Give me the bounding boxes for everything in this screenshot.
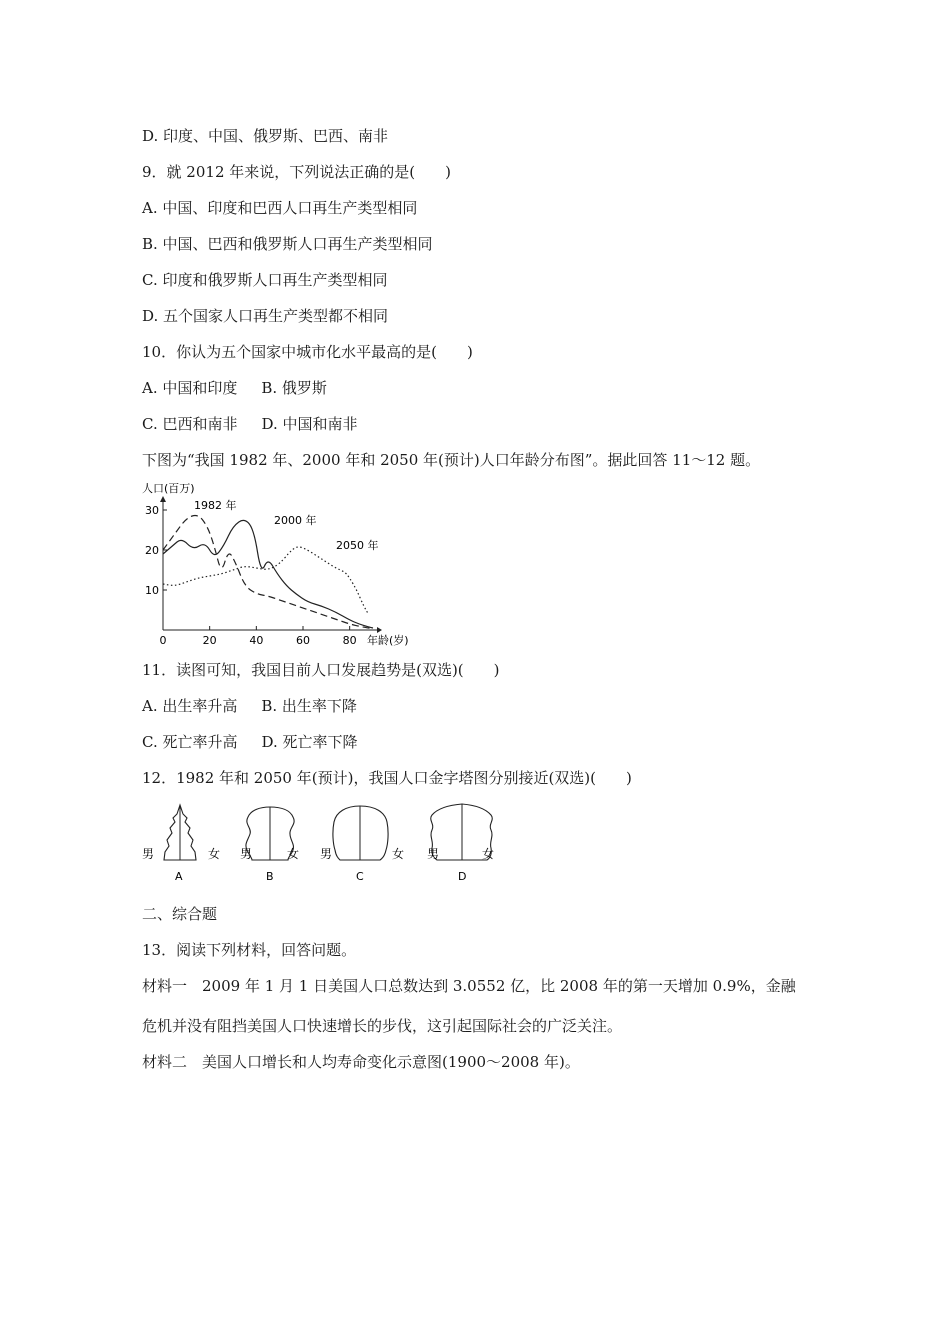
q10-options-ab [142, 378, 327, 398]
q8-option-d: D. 印度、中国、俄罗斯、巴西、南非 [142, 127, 389, 145]
material-2: 材料二 美国人口增长和人均寿命变化示意图(1900～2008 年)。 [142, 1053, 580, 1071]
series-label-0: 1982 年 [194, 499, 237, 512]
x-axis-arrow [377, 627, 382, 633]
series-line-1 [163, 520, 373, 628]
pyramid-d-label: D [458, 870, 467, 883]
y-tick-label: 10 [145, 584, 159, 597]
pyramid-c-label: C [356, 870, 364, 883]
q10-option-b: B. 俄罗斯 [261, 379, 327, 397]
series-label-2: 2050 年 [336, 539, 379, 552]
pyramid-d-female-label: 女 [482, 847, 495, 861]
pyramid-a [142, 805, 220, 883]
q9-option-c: C. 印度和俄罗斯人口再生产类型相同 [142, 271, 388, 289]
pyramid-d-male-label: 男 [427, 847, 440, 861]
y-axis-label: 人口(百万) [142, 482, 195, 495]
pyramid-b-female-label: 女 [287, 847, 300, 861]
q10-option-c: C. 巴西和南非 [142, 415, 238, 433]
series-line-2 [163, 547, 368, 614]
question-11: 11．读图可知，我国目前人口发展趋势是(双选)( ) [142, 661, 500, 679]
chart-series [163, 516, 373, 629]
q10-option-d: D. 中国和南非 [261, 415, 358, 433]
y-tick-label: 20 [145, 544, 159, 557]
x-axis-label: 年龄(岁) [367, 634, 409, 647]
series-line-0 [163, 516, 373, 629]
pyramid-c-male-label: 男 [320, 847, 333, 861]
chart-intro: 下图为“我国 1982 年、2000 年和 2050 年(预计)人口年龄分布图”。据此回答 11～12 题。 [142, 451, 761, 469]
q11-option-b: B. 出生率下降 [261, 697, 357, 715]
x-tick-label: 20 [202, 634, 217, 647]
q9-option-a: A. 中国、印度和巴西人口再生产类型相同 [142, 199, 418, 217]
pyramid-d [427, 804, 494, 883]
x-tick-label: 0 [159, 634, 167, 647]
q11-options-ab [142, 696, 357, 716]
pyramid-b [240, 807, 299, 883]
q11-option-c: C. 死亡率升高 [142, 733, 238, 751]
series-label-1: 2000 年 [274, 514, 317, 527]
q11-option-d: D. 死亡率下降 [261, 733, 358, 751]
question-13: 13．阅读下列材料，回答问题。 [142, 941, 357, 959]
pyramid-a-female-label: 女 [208, 847, 221, 861]
pyramid-c-female-label: 女 [392, 847, 405, 861]
pyramid-a-label: A [175, 870, 183, 883]
q10-options-cd [142, 414, 358, 434]
q9-option-d: D. 五个国家人口再生产类型都不相同 [142, 307, 389, 325]
q10-option-a: A. 中国和印度 [142, 379, 238, 397]
y-tick-label: 30 [145, 504, 159, 517]
question-10: 10．你认为五个国家中城市化水平最高的是( ) [142, 343, 473, 361]
section-2-heading: 二、综合题 [142, 905, 218, 923]
q11-option-a: A. 出生率升高 [142, 697, 238, 715]
chart-labels [142, 482, 409, 647]
population-age-chart [140, 478, 430, 648]
x-tick-label: 60 [296, 634, 310, 647]
x-tick-label: 80 [342, 634, 357, 647]
material-1-line-2: 危机并没有阻挡美国人口快速增长的步伐，这引起国际社会的广泛关注。 [142, 1017, 623, 1035]
pyramid-b-male-label: 男 [240, 847, 253, 861]
q11-options-cd [142, 732, 358, 752]
y-axis-arrow [160, 496, 166, 502]
question-9: 9．就 2012 年来说，下列说法正确的是( ) [142, 163, 451, 181]
pyramid-options-figure [140, 800, 520, 890]
q9-option-b: B. 中国、巴西和俄罗斯人口再生产类型相同 [142, 235, 433, 253]
x-tick-label: 40 [249, 634, 264, 647]
material-1-line-1: 材料一 2009 年 1 月 1 日美国人口总数达到 3.0552 亿，比 2008 年的第一天增加 0.9%，金融 [142, 977, 796, 995]
pyramid-c [320, 806, 404, 883]
question-12: 12．1982 年和 2050 年(预计)，我国人口金字塔图分别接近(双选)( ) [142, 769, 632, 787]
pyramid-a-male-label: 男 [142, 847, 155, 861]
pyramid-b-label: B [266, 870, 274, 883]
